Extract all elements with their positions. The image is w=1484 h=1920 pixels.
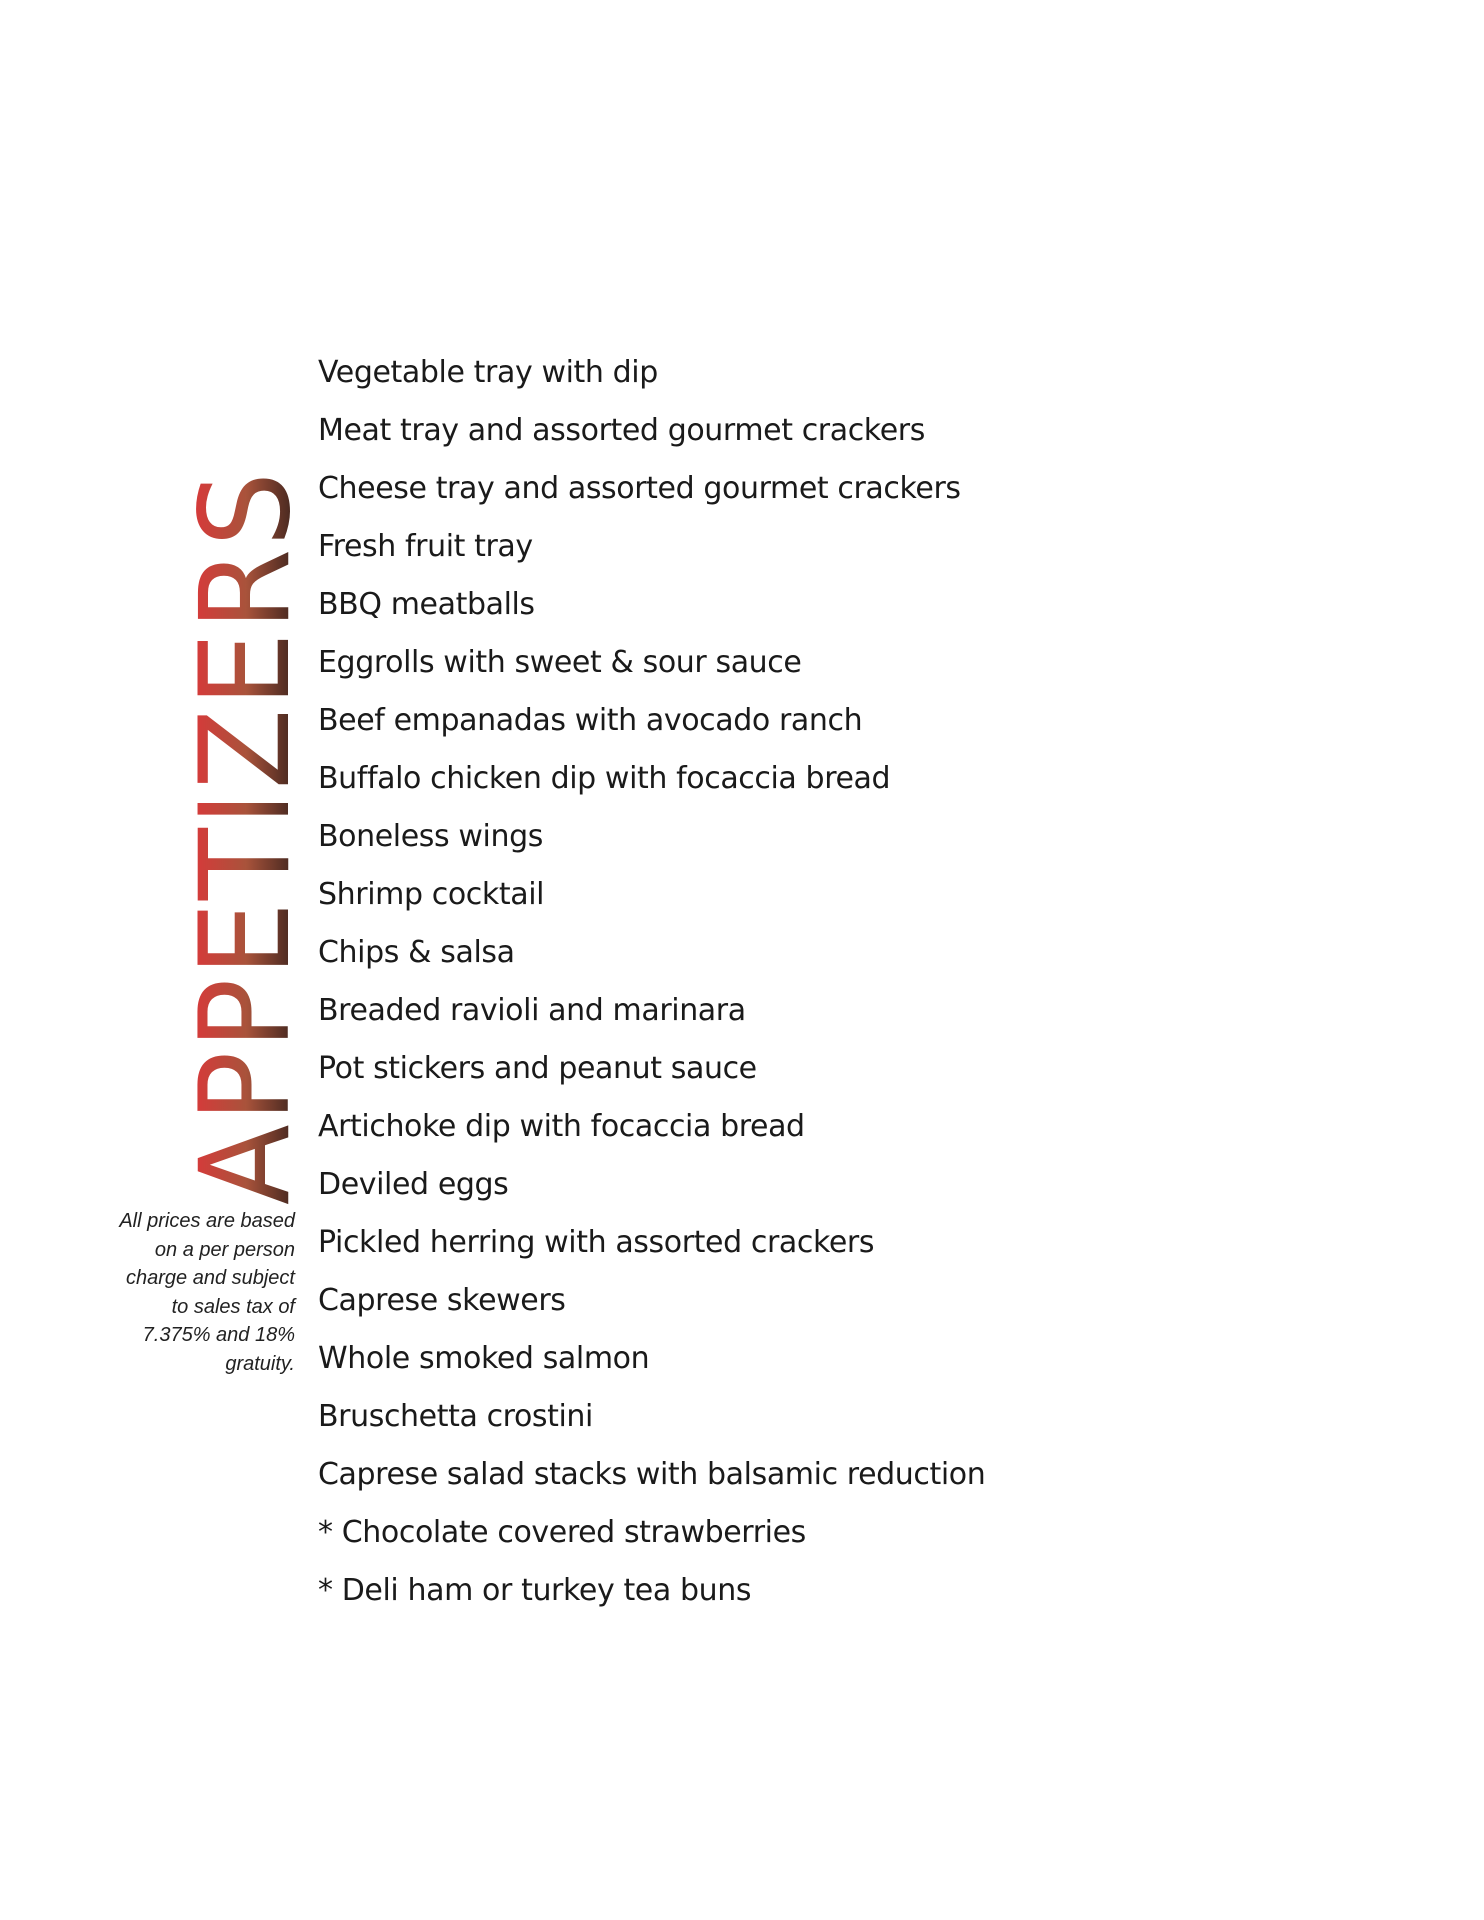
pricing-note-line: charge and subject [125,1267,295,1289]
menu-item: Breaded ravioli and marinara [318,993,746,1028]
menu-item: Cheese tray and assorted gourmet crackers [318,471,961,506]
menu-item: Beef empanadas with avocado ranch [318,703,863,738]
menu-item: Pickled herring with assorted crackers [318,1225,875,1260]
menu-item: Pot stickers and peanut sauce [318,1051,757,1086]
menu-item: Caprese salad stacks with balsamic reduction [318,1457,986,1492]
menu-item: Artichoke dip with focaccia bread [318,1109,805,1144]
pricing-note-line: on a per person [154,1238,295,1261]
pricing-note-line: All prices are based [119,1210,295,1232]
appetizers-heading [174,431,318,1210]
appetizer-list [318,350,985,1626]
pricing-note [110,1207,295,1378]
menu-item: Chips & salsa [318,935,515,970]
menu-item: * Deli ham or turkey tea buns [318,1573,752,1608]
menu-item: Bruschetta crostini [318,1399,593,1434]
pricing-note-line: to sales tax of [171,1295,295,1318]
menu-item: Vegetable tray with dip [318,355,658,390]
menu-item: * Chocolate covered strawberries [318,1515,806,1550]
menu-item: Whole smoked salmon [318,1341,650,1376]
menu-item: Caprese skewers [318,1283,566,1318]
appetizers-heading-text: APPETIZERS [174,431,318,1205]
pricing-note-line: gratuity. [225,1352,295,1375]
menu-item: Deviled eggs [318,1167,509,1202]
pricing-note-line: 7.375% and 18% [142,1324,295,1346]
menu-item: Eggrolls with sweet & sour sauce [318,645,802,680]
menu-item: Fresh fruit tray [318,529,533,564]
appetizers-heading-graphic [174,431,318,1210]
menu-item: BBQ meatballs [318,587,535,622]
menu-item: Buffalo chicken dip with focaccia bread [318,761,891,796]
menu-item: Shrimp cocktail [318,877,545,912]
menu-item: Meat tray and assorted gourmet crackers [318,413,925,448]
menu-item: Boneless wings [318,819,543,854]
